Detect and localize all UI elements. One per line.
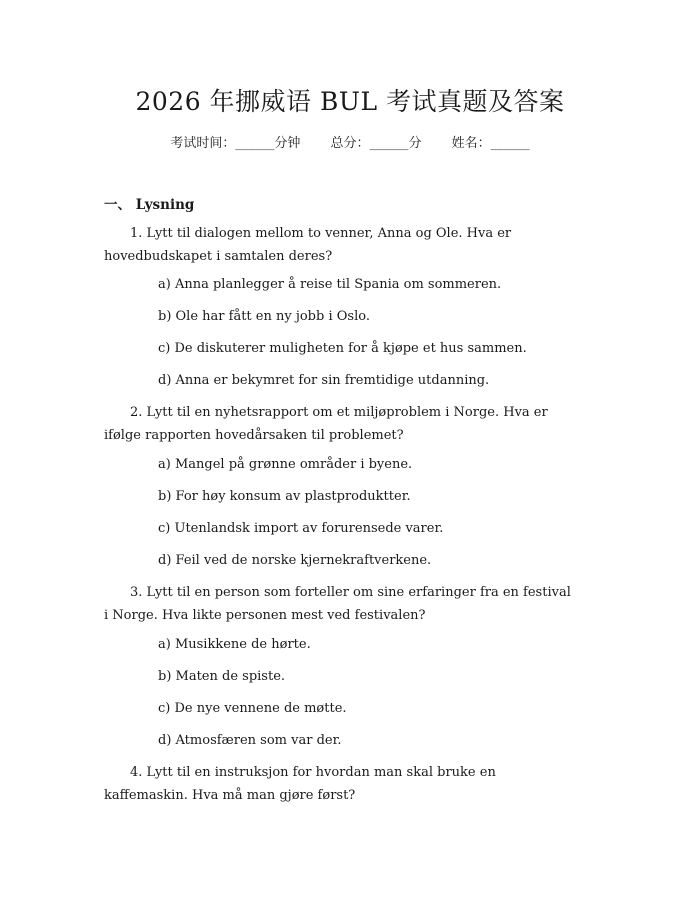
- question-1-option-d: d) Anna er bekymret for sin fremtidige utdanning.: [158, 373, 490, 388]
- page-title: 2026 年挪威语 BUL 考试真题及答案: [135, 87, 565, 116]
- exam-meta: [0, 132, 700, 151]
- question-2-option-c: c) Utenlandsk import av forurensede varer.: [158, 521, 444, 536]
- question-2: 2. Lytt til en nyhetsrapport om et miljøproblem i Norge. Hva er ifølge rapporten hovedårsaken til problemet?: [104, 405, 548, 443]
- exam-time-field: 考试时间：______分钟: [170, 136, 301, 151]
- question-3-option-b: b) Maten de spiste.: [158, 669, 286, 684]
- question-2-option-d: d) Feil ved de norske kjernekraftverkene.: [158, 553, 432, 568]
- question-1-option-a: a) Anna planlegger å reise til Spania om sommeren.: [158, 277, 502, 292]
- name-field: 姓名：______: [451, 136, 530, 151]
- question-4: 4. Lytt til en instruksjon for hvordan man skal bruke en kaffemaskin. Hva må man gjøre først?: [104, 765, 496, 803]
- question-3-option-d: d) Atmosfæren som var der.: [158, 733, 342, 748]
- question-1-option-b: b) Ole har fått en ny jobb i Oslo.: [158, 309, 370, 324]
- question-3: 3. Lytt til en person som forteller om sine erfaringer fra en festival i Norge. Hva likte personen mest ved festivalen?: [104, 585, 571, 623]
- question-1-option-c: c) De diskuterer muligheten for å kjøpe et hus sammen.: [158, 341, 527, 356]
- question-2-option-b: b) For høy konsum av plastproduktter.: [158, 489, 411, 504]
- question-3-option-a: a) Musikkene de hørte.: [158, 637, 311, 652]
- total-score-field: 总分：______分: [330, 136, 422, 151]
- question-3-option-c: c) De nye vennene de møtte.: [158, 701, 347, 716]
- section-heading: 一、 Lysning: [104, 197, 195, 213]
- question-1: 1. Lytt til dialogen mellom to venner, Anna og Ole. Hva er hovedbudskapet i samtalen deres?: [104, 226, 512, 264]
- question-2-option-a: a) Mangel på grønne områder i byene.: [158, 457, 413, 472]
